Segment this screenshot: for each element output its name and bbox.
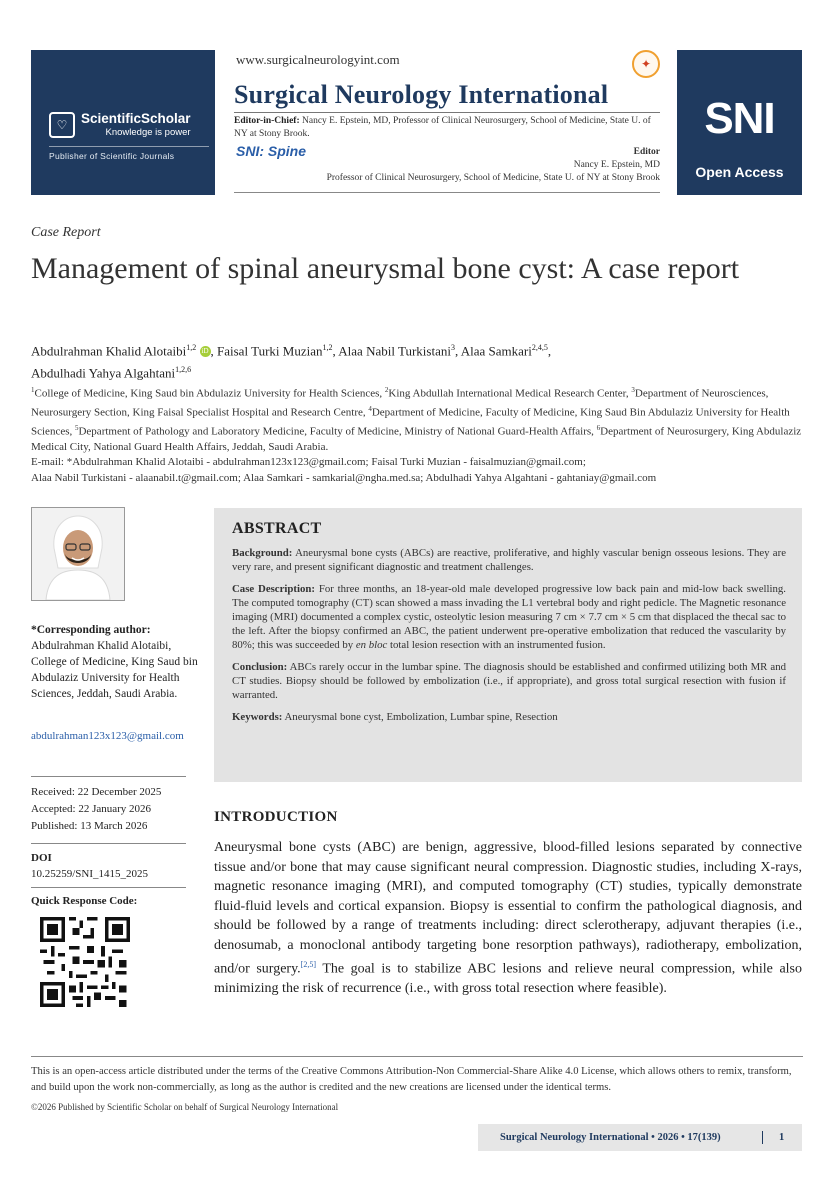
introduction-text-end: The goal is to stabilize ABC lesions and relieve neural compression, while also minimizing the risk of recurrence (i.e., with gross total resection where feasible). bbox=[214, 961, 803, 997]
author-portrait-icon bbox=[32, 508, 124, 600]
corresponding-author bbox=[31, 622, 201, 702]
author-affiliation-ref: 1,2 bbox=[322, 343, 333, 352]
editor-block bbox=[300, 146, 660, 185]
published-date: Published: 13 March 2026 bbox=[31, 820, 148, 832]
license-notice: This is an open-access article distributed under the terms of the Creative Commons Attribution-Non Commercial-Share Alike 4.0 License, which allows others to remix, transform, and build upon the work non-commercially, as long as the author is credited and the new creations are licensed under the identical terms. bbox=[31, 1066, 792, 1093]
footer-journal-reference: Surgical Neurology International • 2026 • 17(139) bbox=[500, 1132, 721, 1143]
doi-value[interactable]: 10.25259/SNI_1415_2025 bbox=[31, 868, 149, 880]
abstract-keywords-label: Keywords: bbox=[232, 711, 283, 723]
affiliation-number: 1 bbox=[31, 386, 35, 394]
author-name: Alaa Nabil Turkistani bbox=[338, 343, 451, 359]
affiliation-text: Department of Pathology and Laboratory Medicine, Faculty of Medicine, Ministry of National Guard-Health Affairs, bbox=[78, 425, 597, 438]
abstract-conclusion-text: ABCs rarely occur in the lumbar spine. The diagnosis should be established and confirmed utilizing both MR and CT studies. Biopsy should be followed by embolization (i.e., if appropriate), and gross total surgical resection with fusion if warranted. bbox=[232, 661, 786, 701]
abstract-case-text: For three months, an 18-year-old male developed progressive low back pain and mid-low back swelling. The computed tomography (CT) scan showed a mass invading the L1 vertebral body and right pedicle. The Magnetic resonance imaging (MRI) documented a complex cystic, osteolytic lesion measuring 7 cm × 7.7 cm × 5 cm that displaced the thecal sac to the left. After the biopsy confirmed an ABC, the patient underwent pre-operative embolization that reduced the vascularity by 80%; this was succeeded by bbox=[232, 583, 786, 651]
affiliation-number: 5 bbox=[74, 424, 79, 433]
copyright-notice: ©2026 Published by Scientific Scholar on behalf of Surgical Neurology International bbox=[31, 1102, 339, 1112]
header-divider bbox=[234, 112, 660, 113]
affiliation-text: Department of Neurosurgery, King Abdulaziz Medical City, National Guard Health Affairs, Jeddah, Saudi Arabia. bbox=[31, 425, 802, 454]
abstract-box bbox=[214, 508, 802, 782]
sidebar-divider bbox=[31, 843, 186, 844]
sidebar-divider bbox=[31, 887, 186, 888]
corresponding-author-email[interactable]: abdulrahman123x123@gmail.com bbox=[31, 730, 184, 742]
abstract-case-text-end: total lesion resection with an instrumented fusion. bbox=[387, 639, 606, 651]
header-bottom-divider bbox=[234, 192, 660, 193]
author-name: Faisal Turki Muzian bbox=[217, 343, 323, 359]
abstract-background-label: Background: bbox=[232, 547, 293, 559]
editor-affiliation: Professor of Clinical Neurosurgery, School of Medicine, State U. of NY at Stony Brook bbox=[326, 173, 660, 183]
author-affiliation-ref: 1,2,6 bbox=[175, 365, 192, 375]
article-type: Case Report bbox=[31, 225, 101, 240]
received-date: Received: 22 December 2025 bbox=[31, 786, 162, 798]
corresponding-author-label: *Corresponding author: bbox=[31, 624, 151, 636]
introduction-heading: INTRODUCTION bbox=[214, 809, 338, 825]
sidebar-divider bbox=[31, 776, 186, 777]
author-affiliation-ref: 3 bbox=[450, 343, 455, 352]
certification-badge-icon: ✦ bbox=[632, 50, 660, 78]
publisher-tagline: Knowledge is power bbox=[105, 127, 191, 138]
journal-title: Surgical Neurology International bbox=[234, 80, 609, 109]
author-affiliation-ref: 1,2 bbox=[186, 343, 197, 352]
affiliation-text: Department of Medicine, Faculty of Medicine, King Saud Bin Abdulaziz University for Health Sciences, bbox=[31, 406, 790, 438]
page-number: 1 bbox=[779, 1132, 785, 1143]
affiliation-number: 6 bbox=[596, 424, 601, 433]
abstract-conclusion bbox=[232, 660, 786, 702]
abstract-heading: ABSTRACT bbox=[232, 520, 322, 537]
citation-link[interactable]: [2,5] bbox=[300, 960, 316, 969]
doi-label: DOI bbox=[31, 852, 52, 864]
abstract-case-label: Case Description: bbox=[232, 583, 315, 595]
editor-label: Editor bbox=[633, 147, 660, 157]
abstract-keywords-text: Aneurysmal bone cyst, Embolization, Lumbar spine, Resection bbox=[282, 711, 558, 723]
author-name: Alaa Samkari bbox=[460, 343, 532, 359]
corresponding-author-text: Abdulrahman Khalid Alotaibi, College of Medicine, King Saud bin Abdulaziz University for Health Sciences, Jeddah, Saudi Arabia. bbox=[31, 640, 198, 700]
open-access-label: Open Access bbox=[695, 164, 784, 180]
publisher-logo-box bbox=[31, 50, 215, 195]
scholar-logo-icon: ♡ bbox=[49, 112, 75, 138]
qr-code-label: Quick Response Code: bbox=[31, 895, 138, 907]
orcid-icon[interactable]: iD bbox=[201, 347, 209, 356]
author-affiliation-ref: 2,4,5 bbox=[531, 343, 548, 352]
article-dates bbox=[31, 784, 201, 835]
section-label: SNI: Spine bbox=[236, 143, 307, 159]
sni-badge bbox=[677, 50, 802, 195]
editor-in-chief-label: Editor-in-Chief: bbox=[234, 116, 300, 126]
article-title: Management of spinal aneurysmal bone cyst: A case report bbox=[31, 252, 740, 285]
footer-separator bbox=[762, 1131, 763, 1144]
abstract-background bbox=[232, 546, 786, 574]
affiliation-text: Department of Neurosciences, Neurosurgery Section, King Faisal Specialist Hospital and Research Centre, bbox=[31, 387, 769, 419]
publisher-logo bbox=[49, 112, 191, 138]
affiliations bbox=[31, 383, 811, 456]
introduction-text: Aneurysmal bone cysts (ABC) are benign, aggressive, blood-filled lesions separated by connective tissue and/or bone that may cause significant neural compression. Diagnostic studies, including X-rays, magnetic resonance imaging (MRI), and computed tomography (CT) studies, typically demonstrate fluid-fluid levels and cortical expansion. Biopsy is essential to confirm the pathological diagnosis, and should be followed by a range of treatments including: direct sclerotherapy, adjuvant therapies (i.e., denosumab, a monoclonal antibody targeting bone resorption pathways), radiotherapy, embolization, and/or surgery. bbox=[214, 840, 802, 977]
abstract-case-italic: en bloc bbox=[355, 639, 388, 651]
email-line: Alaa Nabil Turkistani - alaanabil.t@gmail.com; Alaa Samkari - samkarial@ngha.med.sa; Abdulhadi Yahya Algahtani - gahtaniay@gmail.com bbox=[31, 472, 657, 484]
abstract-conclusion-label: Conclusion: bbox=[232, 661, 288, 673]
affiliation-number: 2 bbox=[384, 386, 389, 394]
author-emails bbox=[31, 454, 811, 486]
publisher-line: Publisher of Scientific Journals bbox=[49, 146, 209, 161]
sni-badge-text: SNI bbox=[704, 94, 775, 143]
affiliation-number: 3 bbox=[631, 386, 635, 394]
author-name: Abdulhadi Yahya Algahtani bbox=[31, 365, 176, 381]
editor-name: Nancy E. Epstein, MD bbox=[573, 160, 660, 170]
accepted-date: Accepted: 22 January 2026 bbox=[31, 803, 152, 815]
publisher-name: ScientificScholar bbox=[81, 111, 191, 126]
introduction-body bbox=[214, 838, 802, 999]
editor-in-chief-text: Nancy E. Epstein, MD, Professor of Clinical Neurosurgery, School of Medicine, State U. of NY at Stony Brook. bbox=[234, 116, 651, 139]
editor-in-chief bbox=[234, 115, 664, 141]
doi-block bbox=[31, 850, 201, 882]
abstract-background-text: Aneurysmal bone cysts (ABCs) are reactive, proliferative, and highly vascular benign osseous lesions. They are very rare, and present significant diagnostic and treatment challenges. bbox=[232, 547, 786, 573]
author-name: Abdulrahman Khalid Alotaibi bbox=[31, 343, 187, 359]
author-photo bbox=[31, 507, 125, 601]
email-line: E-mail: *Abdulrahman Khalid Alotaibi - abdulrahman123x123@gmail.com; Faisal Turki Muzian - faisalmuzian@gmail.com; bbox=[31, 456, 586, 468]
author-list: Abdulrahman Khalid Alotaibi$^{1,2}$ iD , Faisal Turki Muzian$^{1,2}$, Alaa Nabil Turkistani$^3$, Alaa Samkari$^{2,4,5}$, Abdulhadi Yahya Algahtani$^{1,2,6}$ bbox=[31, 343, 552, 381]
abstract-keywords bbox=[232, 710, 786, 724]
affiliation-text: King Abdullah International Medical Research Center, bbox=[388, 387, 632, 400]
qr-code-icon[interactable] bbox=[40, 917, 130, 1007]
affiliation-number: 4 bbox=[368, 405, 372, 414]
footer-journal-bar bbox=[478, 1124, 802, 1151]
journal-url[interactable]: www.surgicalneurologyint.com bbox=[236, 52, 400, 67]
abstract-case-description bbox=[232, 582, 786, 652]
affiliation-text: College of Medicine, King Saud bin Abdulaziz University for Health Sciences, bbox=[34, 387, 385, 400]
footer-divider bbox=[31, 1056, 803, 1057]
